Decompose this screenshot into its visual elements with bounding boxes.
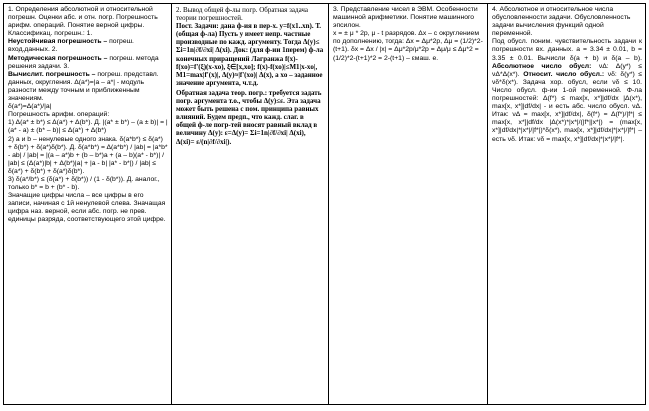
significant-digits: Значащие цифры числа – все цифры в его записи, начиная с 1й ненулевой слева. Значащая цифра наз. верной, если абс. погр. не прев. единицы разряда, соответствующего этой цифре. [8,192,168,224]
column-2 [172,4,329,404]
column-3 [329,4,488,404]
term-abs-condition: Абсолютное число обусл: [492,62,592,70]
section-3-title: 3. Представление чисел в ЭВМ. Особенности машинной арифметики. Понятие машинного эпсилон. [333,6,480,30]
text-arith-operations: Погрешность арифм. операций: [8,111,110,119]
rule-sum: 1) Δ(а* ± b*) ≤ Δ(а*) + Δ(b*). Д. |(a* ± b*) – (a ± b)| = |(a* - a) ± (b* – b)| ≤ Δ(a*) + Δ(b*) [8,119,168,135]
cheat-sheet-table [3,3,646,405]
rule-quotient: 3) δ(a*/b*) ≤ (δ(a*) + δ(b*)) / (1 - δ(b*)). Д. аналог., только b* = b + (b* - b). [8,175,162,192]
text-classification: Классификац. погрешн.: 1. [8,30,93,38]
term-computational-error: Вычислит. погрешность – [8,70,96,78]
text-conditioning: Под обусл. поним. чувствительность задачи к погрешности вх. данных. а = 3.34 ± 0.01, b = 3.35 ± 0.01. Вычисли δ(a + b) и δ(a – b). [492,38,644,62]
term-rel-condition: Относит. число обусл.: [523,70,605,78]
text-computational-error: погреш. представл. данных, округления. Δ(а*)=|а – а*| - модуль разности между точным и приближенным значениям. [8,70,161,103]
text-rel-condition: νδ: δ(y*) ≤ νδ*δ(x*). Задача хор. обусл, если νδ ≤ 10. Число обусл. ф-ии 1-ой переменной. Ф-ла погрешностей: Δ(f*) ≤ max[x, x*]|df/dx |Δ(x*), max[x, x*]|df/dx| - и есть абс. число обусл. νΔ. Итак: νΔ = max[x, x*]|df/dx|, δ(f*) = Δ(f*)/|f*| ≤ max[x, x*]|df/dx |Δ(x*)*|x*|/(|f*||x*|) = (max[x, x*]|df/dx|*|x*|/|f*|)*δ(x*), max[x, x*]|df/dx|*|x*|/|f*| – есть νδ. Итак: νδ = max[x, x*]|df/dx|*|x*|/|f*|. [492,70,644,143]
text-abs-condition: νΔ: Δ(y*) ≤ νΔ*Δ(x*). [492,62,644,78]
column-1 [4,4,172,404]
text-unstable-error: погреш. вход.данных. 2. [8,38,136,54]
term-method-error: Методическая погрешность – [8,54,108,62]
section-1-title: 1. Определения абсолютной и относительной погрешн. Оценки абс. и отн. погр. Погрешность арифм. операций. Понятие верной цифры. [8,6,160,30]
section-4-title: 4. Абсолютное и относительное числа обусловленности задачи. Обусловленность задачи вычисления функций одной переменной. [492,6,633,38]
rule-product: 2) a и b – ненулевые одного знака. δ(a*b*) ≤ δ(a*) + δ(b*) + δ(a*)δ(b*). Д. δ(a*b*) = Δ(a*b*) / |ab| = |a*b* - ab| / |ab| = |(a – a*)b + (b – b*)a + (a – b)(a* - b*)| / |ab| ≤ (Δ(a*)|b| + Δ(b*)|a| + |a - b| |a* - b*|) / |ab| ≤ δ(a*) + δ(b*) + δ(a*)δ(b*). [8,135,170,175]
relative-error-formula: δ(а*)=Δ(а*)/|а| [8,103,52,111]
column-4 [488,4,645,404]
inverse-problem: Обратная задача теор. погр.: требуется задать погр. аргумента т.о., чтобы Δ(y)≤ε. Эта задача может быть решена с пом. принципа равных влияний. Будем предп., что кажд. слаг. в общей ф-ле погр-тей вносят равный вклад в величину Δ(y): ε=Δ(y)= Σi=1n|∂f/∂xi| Δ(xi), Δ(xi)= ε/(n|∂f/∂xi|). [176,88,324,146]
term-unstable-error: Неустойчивая погрешность – [8,38,108,46]
text-method-error: погреш. метода решения задачи. 3. [8,54,161,70]
section-2-title: 2. Вывод общей ф-лы погр. Обратная задача теории погрешностей. [176,6,310,23]
machine-epsilon-text: x = ± μ * 2p, μ - t разрядов. Δx – с округлением по дополнению, тогда: Δx = Δμ*2p, Δμ = (1/2)*2-(t+1). δx = Δx / |x| = Δμ*2p/μ*2p = Δμ/μ ≤ Δμ*2 = (1/2)*2-(t+1)*2 = 2-(t+1) – εмаш. е. [333,30,483,62]
general-error-formula: Пост. Задачи: дана ф-ия в пер-х. y=f(x1..xn). Т.(общая ф-ла) Пусть у имеет непр. частные производные по кажд. аргументу. Тогда Δ(у)≤ Σi=1n|∂f/∂xi| Δ(xi). Док: (для ф-ии 1перем) ф-ла конечных приращений Лагранжа f(x)-f(xo)=f'(ξ)(x-xo), ξ∈[x,xo]; f(x)-f(xo)|≤M1|x-xo|, M1=max|f'(x)|, Δ(y)≈|f'(xo)| Δ(x), a xo – заданное значение аргумента, ч.т.д. [176,22,325,87]
